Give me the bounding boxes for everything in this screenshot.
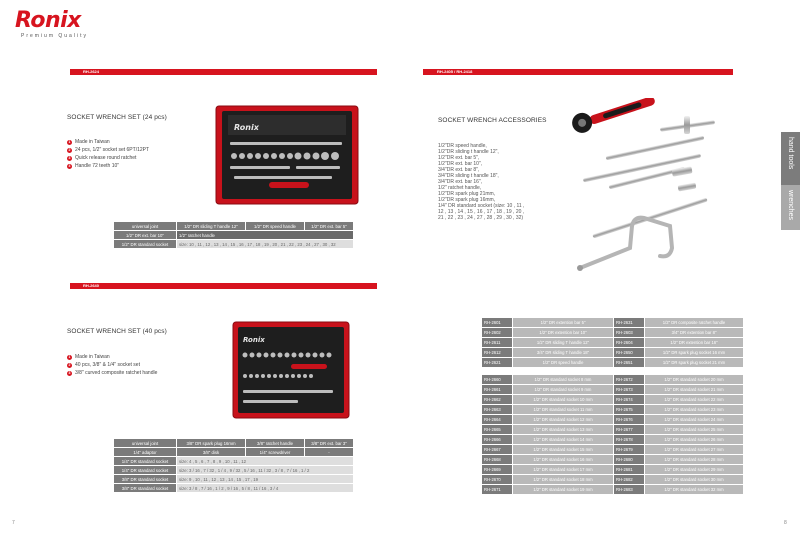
table-cell: 1/2" DR speed handle bbox=[246, 222, 304, 230]
side-tab-hand-tools[interactable] bbox=[781, 132, 800, 185]
list-item: 3/4"DR ext. bar 8", bbox=[438, 167, 480, 173]
table-cell: RH-2667 bbox=[482, 445, 512, 454]
table-row bbox=[482, 358, 743, 367]
table-cell: RH-2681 bbox=[614, 465, 644, 474]
table-row bbox=[482, 425, 743, 434]
table-cell: RH-2611 bbox=[482, 338, 512, 347]
ronix-logo bbox=[15, 10, 88, 39]
accessory-table bbox=[481, 317, 744, 368]
table-cell: 1/2" DR ext. bar 5" bbox=[305, 222, 353, 230]
table-cell: RH-2612 bbox=[482, 348, 512, 357]
accessories-image bbox=[560, 98, 725, 276]
table-cell: 1/2" DR extention bar 10" bbox=[513, 328, 613, 337]
table-cell: 1/2" DR standard socket 22 mm bbox=[645, 395, 743, 404]
table-cell: 1/2" DR standard socket 32 mm bbox=[645, 485, 743, 494]
table-cell: 1/2" DR standard socket 27 mm bbox=[645, 445, 743, 454]
table-cell: RH-2604 bbox=[614, 338, 644, 347]
brand-name: Ronix bbox=[15, 8, 81, 33]
table-cell: 1/2" DR standard socket 8 mm bbox=[513, 375, 613, 384]
table-cell: 1/2" DR standard socket 14 mm bbox=[513, 435, 613, 444]
list-item: 1/2"DR ext. bar 10", bbox=[438, 161, 483, 167]
table-row bbox=[482, 348, 743, 357]
table-cell: size: 9 , 10 , 11 , 12 , 13 , 14 , 15 , 17 , 19 bbox=[177, 475, 353, 483]
list-item: 12 , 13 , 14 , 15 , 16 , 17 , 18 , 19 , 20 , bbox=[438, 209, 525, 215]
table-row bbox=[482, 385, 743, 394]
section-bar-rh-2624 bbox=[70, 69, 377, 75]
table-row bbox=[482, 445, 743, 454]
feature-item: 1 Made in Taiwan bbox=[68, 139, 110, 145]
table-row bbox=[114, 439, 353, 447]
table-cell: 1/2" DR standard socket 17 mm bbox=[513, 465, 613, 474]
table-cell: RH-2661 bbox=[482, 385, 512, 394]
page-number-left: 7 bbox=[12, 520, 15, 526]
table-cell: 1/2" DR standard socket 12 mm bbox=[513, 415, 613, 424]
table-cell: 1/4" screwdriver bbox=[246, 448, 304, 456]
table-row bbox=[482, 415, 743, 424]
table-cell: RH-2651 bbox=[614, 358, 644, 367]
table-cell: 1/2" DR standard socket 18 mm bbox=[513, 475, 613, 484]
feature-list bbox=[67, 353, 157, 377]
feature-item: 3 Quick release round ratchet bbox=[68, 155, 137, 161]
table-cell: RH-2650 bbox=[614, 348, 644, 357]
table-cell: 1/2" DR spark plug socket 16 mm bbox=[645, 348, 743, 357]
table-cell: RH-2664 bbox=[482, 415, 512, 424]
table-cell: 1/2" DR standard socket 11 mm bbox=[513, 405, 613, 414]
table-row bbox=[482, 375, 743, 384]
table-cell: RH-2602 bbox=[482, 328, 512, 337]
table-cell: size: 3 / 16 , 7 / 32 , 1 / 4 , 9 / 32 , 5 / 16 , 11 / 32 , 3 / 8 , 7 / 16 , 1 / 2 bbox=[177, 466, 353, 474]
table-cell: 1/2" DR standard socket 16 mm bbox=[513, 455, 613, 464]
table-cell: 1/2" DR standard socket 29 mm bbox=[645, 465, 743, 474]
table-cell: 1/2" DR standard socket 19 mm bbox=[513, 485, 613, 494]
table-cell: 1/4" DR standard socket bbox=[114, 457, 176, 465]
table-row bbox=[114, 484, 353, 492]
list-item: 3/4"DR sliding t handle 18", bbox=[438, 173, 499, 179]
table-cell: 3/8" ratchet handle bbox=[246, 439, 304, 447]
table-cell: 3/8" DR standard socket bbox=[114, 484, 176, 492]
feature-item: 1 Made in Taiwan bbox=[68, 354, 110, 360]
table-cell: 3/8" DR spark plug 16mm bbox=[177, 439, 245, 447]
table-cell: RH-2663 bbox=[482, 405, 512, 414]
table-cell: 1/2" DR sliding T handle 12" bbox=[177, 222, 245, 230]
list-item: 1/2" ratchet handle, bbox=[438, 185, 482, 191]
table-cell: 1/2" DR standard socket 30 mm bbox=[645, 475, 743, 484]
table-row bbox=[114, 231, 353, 239]
product-title: SOCKET WRENCH SET (24 pcs) bbox=[67, 114, 167, 121]
table-cell: 1/2" DR standard socket 10 mm bbox=[513, 395, 613, 404]
table-cell: 1/2" DR standard socket 9 mm bbox=[513, 385, 613, 394]
list-item: 1/2"DR speed handle, bbox=[438, 143, 487, 149]
table-row bbox=[114, 240, 353, 248]
table-row bbox=[482, 455, 743, 464]
table-cell: universal joint bbox=[114, 222, 176, 230]
list-item: 1/4" DR standard socket (size: 10 , 11 , bbox=[438, 203, 525, 209]
table-row bbox=[482, 338, 743, 347]
table-row bbox=[482, 318, 743, 327]
table-cell: 3/8" disk bbox=[177, 448, 245, 456]
table-cell: 1/2" DR standard socket bbox=[114, 240, 176, 248]
list-item: 21 , 22 , 23 , 24 , 27 , 28 , 29 , 30 , 32) bbox=[438, 215, 524, 221]
table-cell: size: 3 / 8 , 7 / 16 , 1 / 2 , 9 / 16 , 5 / 8 , 11 / 16 , 3 / 4 bbox=[177, 484, 353, 492]
table-cell: 1/4" adaptor bbox=[114, 448, 176, 456]
table-row bbox=[482, 485, 743, 494]
product-title: SOCKET WRENCH ACCESSORIES bbox=[438, 117, 547, 124]
product-code: RH-2624 bbox=[83, 69, 100, 74]
table-cell: RH-2674 bbox=[614, 395, 644, 404]
table-cell: RH-2673 bbox=[614, 385, 644, 394]
number-badge: 3 bbox=[68, 370, 71, 375]
number-badge: 1 bbox=[68, 354, 71, 359]
number-badge: 2 bbox=[68, 362, 71, 367]
table-cell: 1/2" ratchet handle bbox=[177, 231, 353, 239]
table-cell: 1/2" DR sliding T handle 12" bbox=[513, 338, 613, 347]
table-cell: RH-2621 bbox=[482, 358, 512, 367]
table-cell: 1/4" DR standard socket bbox=[114, 466, 176, 474]
feature-item: 2 40 pcs, 3/8" & 1/4" socket set bbox=[68, 362, 140, 368]
table-cell: 3/8" DR ext. bar 3" bbox=[305, 439, 353, 447]
section-bar-rh-2405 bbox=[423, 69, 733, 75]
table-cell: universal joint bbox=[114, 439, 176, 447]
table-cell: RH-2670 bbox=[482, 475, 512, 484]
table-cell: RH-2668 bbox=[482, 455, 512, 464]
table-row bbox=[114, 466, 353, 474]
table-cell: RH-2679 bbox=[614, 445, 644, 454]
section-bar-rh-2640 bbox=[70, 283, 377, 289]
socket-set-24-image bbox=[214, 104, 360, 206]
table-row bbox=[482, 475, 743, 484]
table-cell: RH-2660 bbox=[482, 375, 512, 384]
number-badge: 3 bbox=[68, 155, 71, 160]
number-badge: 1 bbox=[68, 139, 71, 144]
table-cell: RH-2683 bbox=[614, 485, 644, 494]
table-cell: 3/4" DR extention bar 8" bbox=[645, 328, 743, 337]
side-tab-label: wrenches bbox=[787, 190, 794, 220]
table-row bbox=[482, 395, 743, 404]
table-cell: size: 4 , 5 , 6 , 7 , 8 , 9 , 10 , 11 , 12 bbox=[177, 457, 353, 465]
table-cell: 1/2" DR standard socket 20 mm bbox=[645, 375, 743, 384]
svg-text:Ronix: Ronix bbox=[234, 123, 259, 132]
table-cell: RH-2672 bbox=[614, 375, 644, 384]
table-cell: RH-2662 bbox=[482, 395, 512, 404]
number-badge: 2 bbox=[68, 147, 71, 152]
table-cell: RH-2680 bbox=[614, 455, 644, 464]
product-code: RH-2405 / RH-2418 bbox=[437, 69, 473, 74]
number-badge: 4 bbox=[68, 163, 71, 168]
table-row bbox=[114, 448, 353, 456]
list-item: 1/2"DR spark plug 16mm, bbox=[438, 197, 496, 203]
table-cell: - bbox=[305, 448, 353, 456]
table-cell: RH-2669 bbox=[482, 465, 512, 474]
product-code: RH-2640 bbox=[83, 283, 100, 288]
table-cell: RH-2677 bbox=[614, 425, 644, 434]
feature-item: 3 3/8" curved composite ratchet handle bbox=[68, 370, 158, 376]
table-row bbox=[482, 328, 743, 337]
table-cell: 1/2" DR extention bar 5" bbox=[513, 318, 613, 327]
table-cell: 1/2" DR extention bar 16" bbox=[645, 338, 743, 347]
side-tab-wrenches[interactable] bbox=[781, 185, 800, 230]
table-cell: size: 10 , 11 , 12 , 13 , 14 , 15 , 16 , 17 , 18 , 19 , 20 , 21 , 22 , 23 , 24 , 27 , 30 , 32 bbox=[177, 240, 353, 248]
table-cell: 1/2" DR standard socket 24 mm bbox=[645, 415, 743, 424]
table-cell: 3/4" DR sliding T handle 18" bbox=[513, 348, 613, 357]
page-number-right: 8 bbox=[784, 520, 787, 526]
table-cell: RH-2666 bbox=[482, 435, 512, 444]
table-row bbox=[114, 457, 353, 465]
spec-table-rh-2640 bbox=[113, 438, 354, 493]
table-cell: 1/2" DR standard socket 15 mm bbox=[513, 445, 613, 454]
table-cell: RH-2675 bbox=[614, 405, 644, 414]
table-cell: RH-2682 bbox=[614, 475, 644, 484]
table-row bbox=[114, 222, 353, 230]
table-cell: RH-2676 bbox=[614, 415, 644, 424]
side-tab-label: hand tools bbox=[787, 137, 794, 170]
socket-table bbox=[481, 374, 744, 495]
list-item: 1/2"DR spark plug 21mm, bbox=[438, 191, 496, 197]
socket-set-40-image bbox=[231, 320, 351, 420]
table-cell: 3/8" DR standard socket bbox=[114, 475, 176, 483]
feature-list bbox=[67, 138, 149, 170]
table-cell: 1/2" DR standard socket 28 mm bbox=[645, 455, 743, 464]
table-cell: 1/2" DR standard socket 23 mm bbox=[645, 405, 743, 414]
table-row bbox=[482, 465, 743, 474]
list-item: 1/2"DR sliding t handle 12", bbox=[438, 149, 499, 155]
table-row bbox=[482, 405, 743, 414]
table-cell: 1/2" DR ext. bar 10" bbox=[114, 231, 176, 239]
table-cell: RH-2631 bbox=[614, 318, 644, 327]
table-cell: 1/2" DR standard socket 13 mm bbox=[513, 425, 613, 434]
svg-text:Ronix: Ronix bbox=[243, 336, 265, 344]
feature-item: 2 24 pcs, 1/2" socket set 6PT/12PT bbox=[68, 147, 150, 153]
table-row bbox=[114, 475, 353, 483]
table-cell: 1/2" DR standard socket 26 mm bbox=[645, 435, 743, 444]
table-cell: 1/2" DR standard socket 25 mm bbox=[645, 425, 743, 434]
table-row bbox=[482, 435, 743, 444]
table-cell: RH-2678 bbox=[614, 435, 644, 444]
table-cell: 1/2" DR speed handle bbox=[513, 358, 613, 367]
table-cell: 1/2" DR standard socket 21 mm bbox=[645, 385, 743, 394]
accessory-list bbox=[438, 143, 524, 221]
feature-item: 4 Handle 72 teeth 10" bbox=[68, 163, 120, 169]
table-cell: RH-2603 bbox=[614, 328, 644, 337]
table-cell: RH-2665 bbox=[482, 425, 512, 434]
list-item: 1/2"DR ext. bar 5", bbox=[438, 155, 480, 161]
list-item: 3/4"DR ext. bar 16", bbox=[438, 179, 483, 185]
table-cell: 1/2" DR spark plug socket 21 mm bbox=[645, 358, 743, 367]
table-cell: 1/2" DR composite ratchet handle bbox=[645, 318, 743, 327]
spec-table-rh-2624 bbox=[113, 221, 354, 249]
product-title: SOCKET WRENCH SET (40 pcs) bbox=[67, 328, 167, 335]
brand-tagline: Premium Quality bbox=[21, 33, 88, 39]
table-cell: RH-2671 bbox=[482, 485, 512, 494]
table-cell: RH-2601 bbox=[482, 318, 512, 327]
